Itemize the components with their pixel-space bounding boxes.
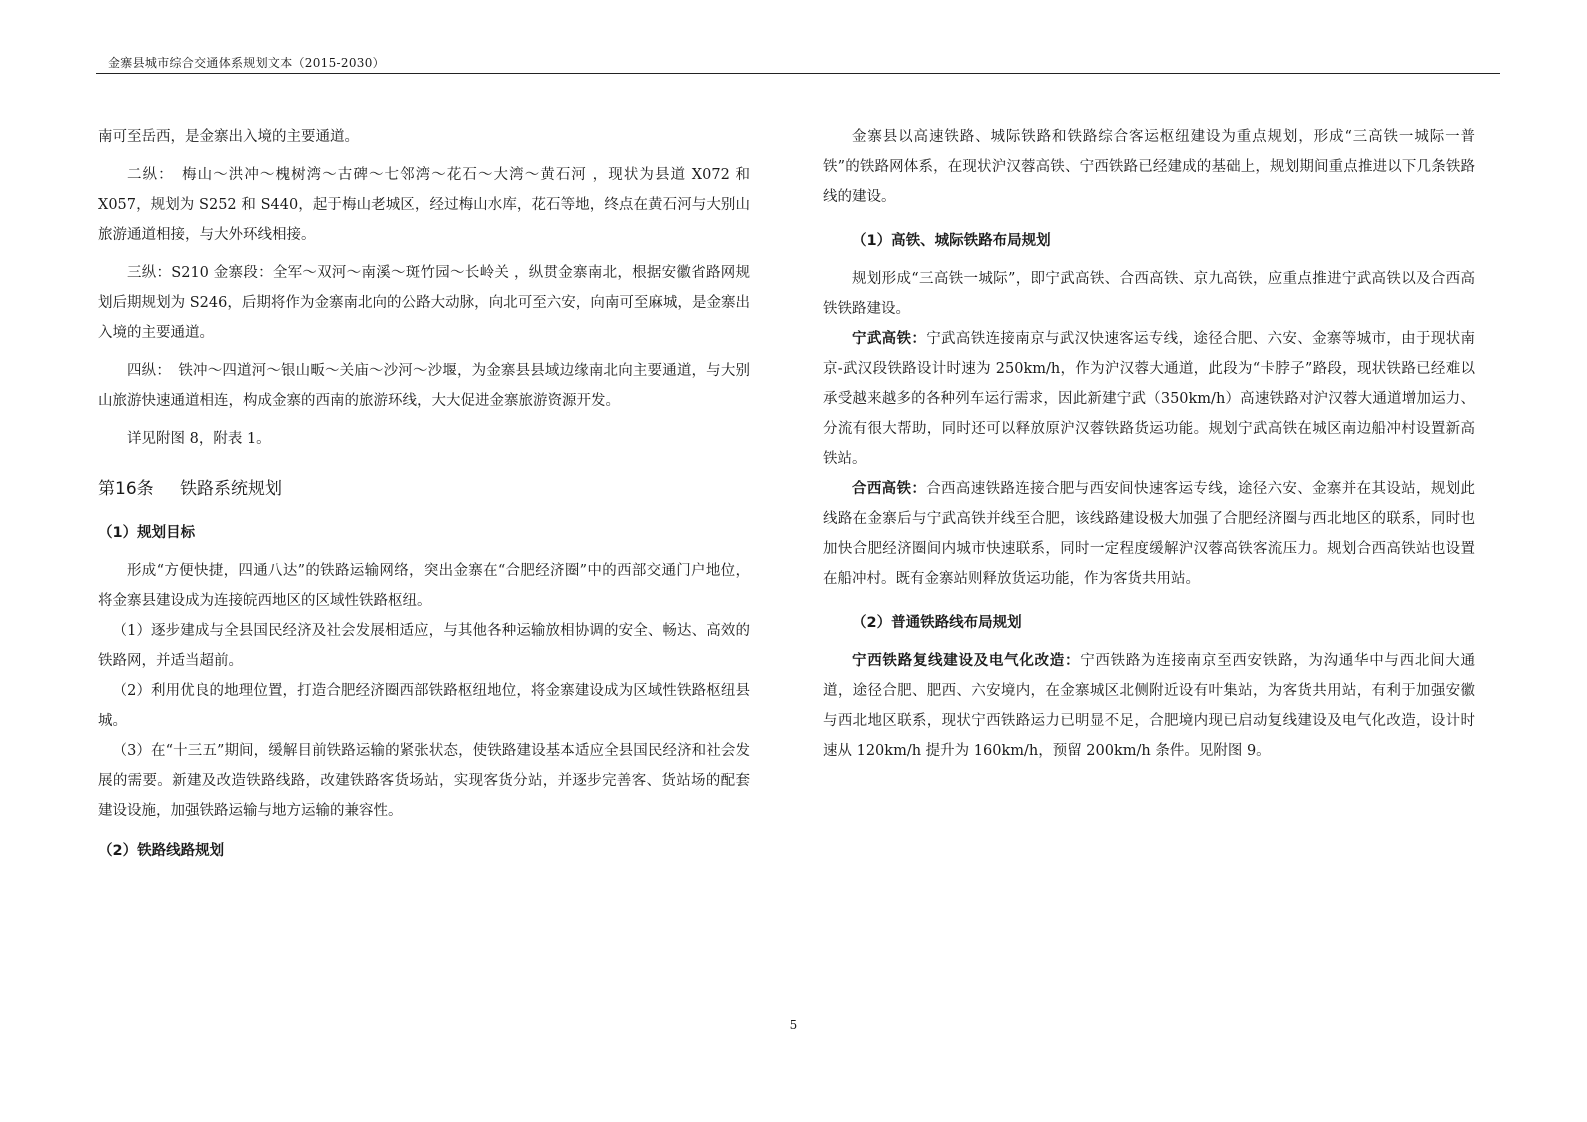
paragraph-ningxi-rail [823,646,1475,766]
section-title: 铁路系统规划 [180,479,282,499]
ningxi-label: 宁西铁路复线建设及电气化改造： [852,653,1081,669]
subheading-planning-goals: （1）规划目标 [98,525,196,541]
paragraph-rail-plan: 规划形成“三高铁一城际”，即宁武高铁、合西高铁、京九高铁，应重点推进宁武高铁以及合西高铁铁路建设。 [823,271,1475,317]
paragraph-second-vertical: 二纵： 梅山～洪冲～槐树湾～古碑～七邻湾～花石～大湾～黄石河 ，现状为县道 X072 和 X057，规划为 S252 和 S440，起于梅山老城区，经过梅山水库，花石等地，终点在黄石河与大别山旅游通道相接，与大外环线相接。 [98,167,750,243]
subheading-high-speed-rail: （1）高铁、城际铁路布局规划 [852,233,1051,249]
document-header: 金寨县城市综合交通体系规划文本（2015-2030） [108,56,385,70]
section-heading [98,474,750,504]
paragraph-third-vertical: 三纵：S210 金寨段：全军～双河～南溪～斑竹园～长岭关 ，纵贯金寨南北，根据安徽省路网规划后期规划为 S246，后期将作为金寨南北向的公路大动脉，向北可至六安，向南可至麻城，是金寨出入境的主要通道。 [98,265,750,341]
left-column [98,122,750,874]
section-number: 第16条 [98,479,154,499]
right-column [823,122,1475,766]
paragraph-continuation: 南可至岳西，是金寨出入境的主要通道。 [98,129,359,145]
hexi-label: 合西高铁： [852,481,927,497]
ningwu-text: 宁武高铁连接南京与武汉快速客运专线，途径合肥、六安、金寨等城市，由于现状南京-武汉段铁路设计时速为 250km/h，作为沪汉蓉大通道，此段为“卡脖子”路段，现状铁路已经难以承受越来越多的各种列车运行需求，因此新建宁武（350km/h）高速铁路对沪汉蓉大通道增加运力、分流有很大帮助，同时还可以释放原沪汉蓉铁路货运功能。规划宁武高铁在城区南边船冲村设置新高铁站。 [823,331,1476,467]
header-divider [96,73,1500,74]
subheading-conventional-rail: （2）普通铁路线布局规划 [852,615,1022,631]
paragraph-goal: 形成“方便快捷，四通八达”的铁路运输网络，突出金寨在“合肥经济圈”中的西部交通门户地位，将金寨县建设成为连接皖西地区的区域性铁路枢纽。 [98,563,750,609]
paragraph-goal-item-2: （2）利用优良的地理位置，打造合肥经济圈西部铁路枢纽地位，将金寨建设成为区域性铁路枢纽县城。 [98,683,750,729]
hexi-text: 合西高速铁路连接合肥与西安间快速客运专线，途径六安、金寨并在其设站，规划此线路在金寨后与宁武高铁并线至合肥，该线路建设极大加强了合肥经济圈与西北地区的联系，同时也加快合肥经济圈间内城市快速联系，同时一定程度缓解沪汉蓉高铁客流压力。规划合西高铁站也设置在船冲村。既有金寨站则释放货运功能，作为客货共用站。 [823,481,1476,587]
paragraph-ningwu-rail [823,324,1475,474]
paragraph-goal-item-3: （3）在“十三五”期间，缓解目前铁路运输的紧张状态，使铁路建设基本适应全县国民经济和社会发展的需要。新建及改造铁路线路，改建铁路客货场站，实现客货分站，并逐步完善客、货站场的配套建设设施，加强铁路运输与地方运输的兼容性。 [98,743,750,819]
paragraph-goal-item-1: （1）逐步建成与全县国民经济及社会发展相适应，与其他各种运输放相协调的安全、畅达、高效的铁路网，并适当超前。 [98,623,750,669]
paragraph-fourth-vertical: 四纵： 铁冲～四道河～银山畈～关庙～沙河～沙堰，为金寨县县域边缘南北向主要通道，与大别山旅游快速通道相连，构成金寨的西南的旅游环线，大大促进金寨旅游资源开发。 [98,363,750,409]
paragraph-hexi-rail [823,474,1475,594]
subheading-railway-lines: （2）铁路线路规划 [98,843,225,859]
page-number: 5 [789,1018,798,1032]
paragraph-railway-intro: 金寨县以高速铁路、城际铁路和铁路综合客运枢纽建设为重点规划，形成“三高铁一城际一普铁”的铁路网体系，在现状沪汉蓉高铁、宁西铁路已经建成的基础上，规划期间重点推进以下几条铁路线的建设。 [823,129,1475,205]
paragraph-see-appendix: 详见附图 8，附表 1。 [127,431,271,447]
ningwu-label: 宁武高铁： [852,331,927,347]
ningxi-text: 宁西铁路为连接南京至西安铁路，为沟通华中与西北间大通道，途径合肥、肥西、六安境内，在金寨城区北侧附近设有叶集站，为客货共用站，有利于加强安徽与西北地区联系，现状宁西铁路运力已明显不足，合肥境内现已启动复线建设及电气化改造，设计时速从 120km/h 提升为 160km/h，预留 200km/h 条件。见附图 9。 [823,653,1475,759]
